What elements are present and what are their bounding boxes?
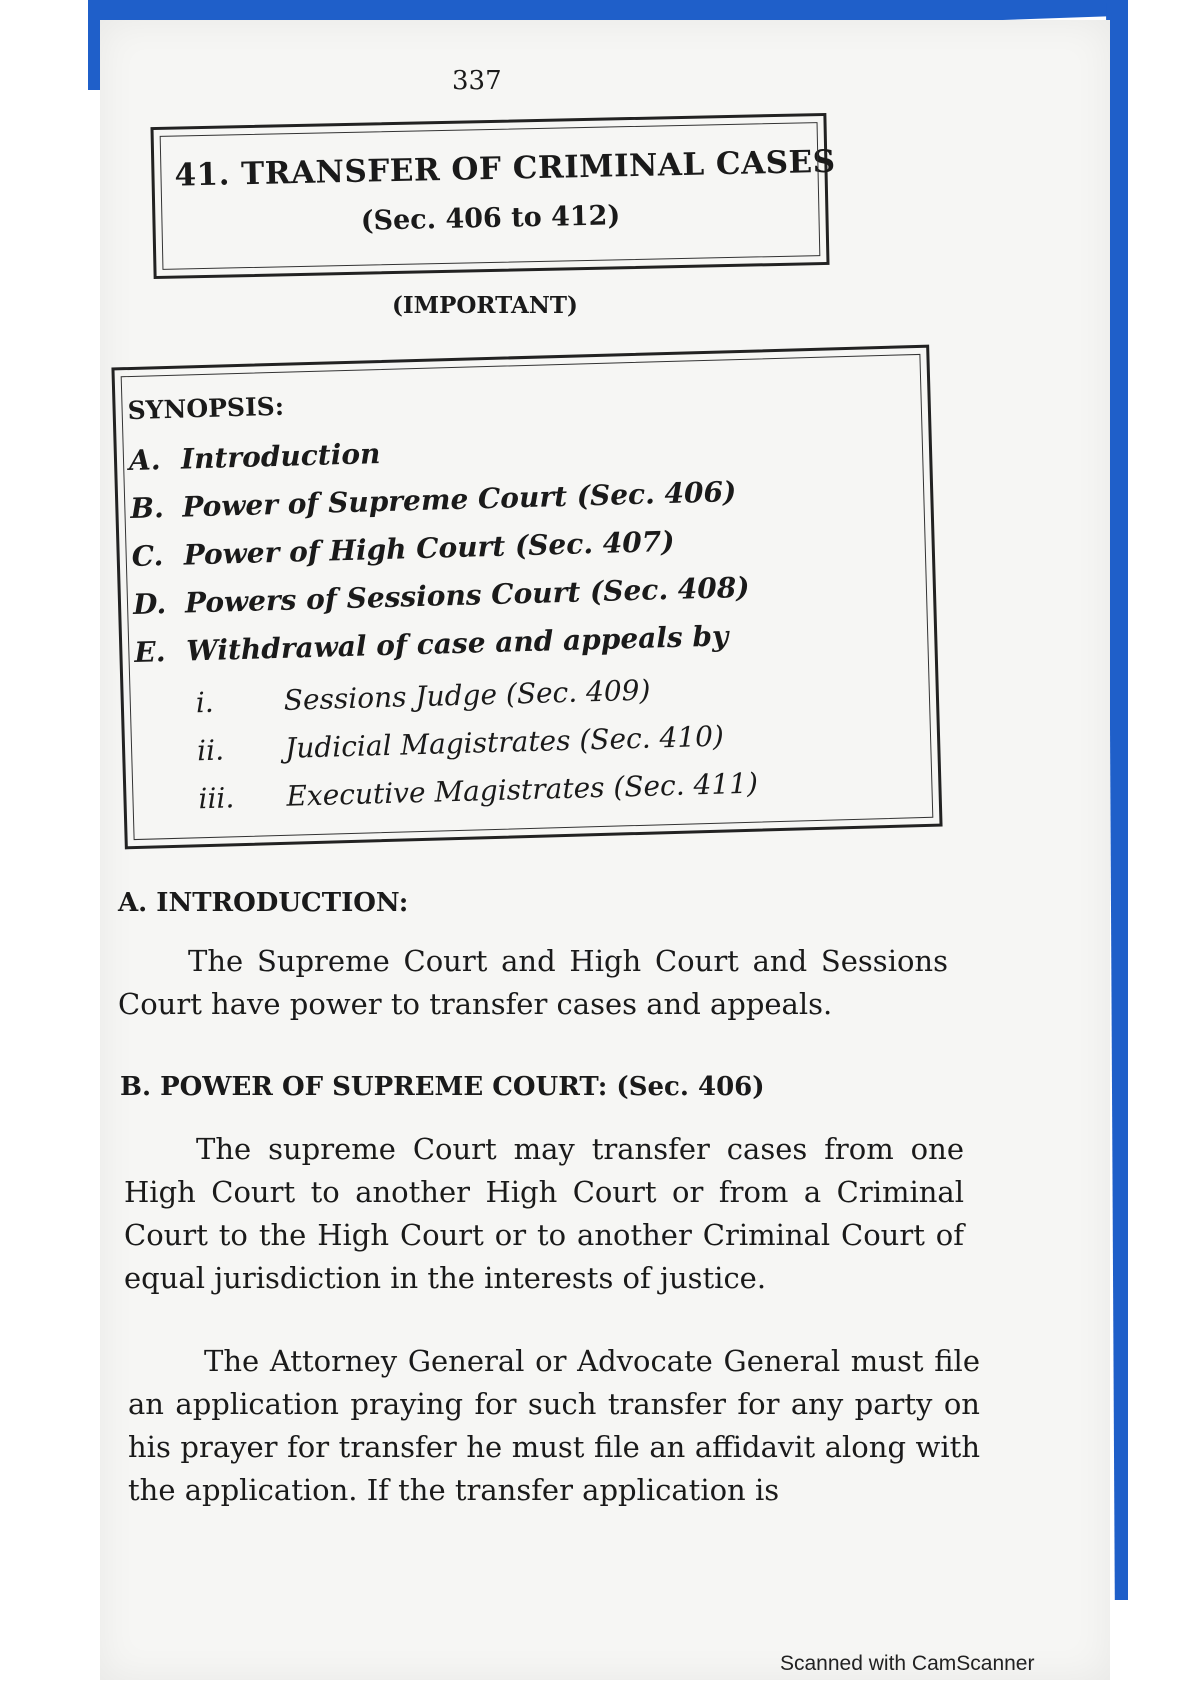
synopsis-subitem xyxy=(197,720,725,768)
synopsis-subitem-text: Executive Magistrates (Sec. 411) xyxy=(286,766,759,813)
synopsis-item-text: Power of High Court (Sec. 407) xyxy=(183,524,675,572)
synopsis-heading: SYNOPSIS: xyxy=(127,391,285,426)
synopsis-subitem xyxy=(198,767,758,816)
synopsis-item-letter: A. xyxy=(128,443,161,478)
synopsis-item-letter: D. xyxy=(132,587,167,621)
synopsis-item-text: Introduction xyxy=(180,437,381,476)
chapter-title: 41. TRANSFER OF CRIMINAL CASES xyxy=(174,143,836,194)
synopsis-subitem-num: iii. xyxy=(198,781,235,816)
section-b-paragraph-1: The supreme Court may transfer cases from one High Court to another High Court or from a Criminal Court to the High Court or to another Criminal Court of equal jurisdiction in the interests of justice. xyxy=(124,1132,964,1295)
chapter-subtitle: (Sec. 406 to 412) xyxy=(360,200,621,237)
synopsis-item-text: Power of Supreme Court (Sec. 406) xyxy=(181,475,737,524)
camscanner-watermark: Scanned with CamScanner xyxy=(780,1652,1035,1675)
section-b-heading: B. POWER OF SUPREME COURT: (Sec. 406) xyxy=(120,1072,765,1102)
synopsis-box xyxy=(111,345,942,850)
synopsis-subitem xyxy=(195,674,650,720)
synopsis-item xyxy=(134,619,729,669)
synopsis-item-letter: B. xyxy=(129,491,165,526)
synopsis-subitem-num: ii. xyxy=(196,733,225,768)
section-a-heading: A. INTRODUCTION: xyxy=(118,888,409,918)
synopsis-subitem-text: Judicial Magistrates (Sec. 410) xyxy=(284,719,725,765)
synopsis-item-text: Powers of Sessions Court (Sec. 408) xyxy=(184,570,750,620)
synopsis-item-text: Withdrawal of case and appeals by xyxy=(185,619,729,668)
section-b-paragraph-2: The Attorney General or Advocate General must file an application praying for such transfer for any party on his prayer for transfer he must file an affidavit along with the application. If the transfer application is xyxy=(128,1344,980,1507)
synopsis-item xyxy=(129,437,381,477)
synopsis-subitem-num: i. xyxy=(195,685,215,720)
synopsis-item-letter: C. xyxy=(131,539,164,574)
section-a-paragraph: The Supreme Court and High Court and Sessions Court have power to transfer cases and appeals. xyxy=(118,944,948,1021)
synopsis-item xyxy=(130,475,737,525)
chapter-title-box xyxy=(150,113,836,279)
important-label: (IMPORTANT) xyxy=(392,292,578,319)
page-number: 337 xyxy=(452,66,502,96)
synopsis-item xyxy=(131,525,675,573)
synopsis-subitem-text: Sessions Judge (Sec. 409) xyxy=(283,673,651,717)
synopsis-item xyxy=(133,571,750,621)
synopsis-item-letter: E. xyxy=(133,635,166,669)
